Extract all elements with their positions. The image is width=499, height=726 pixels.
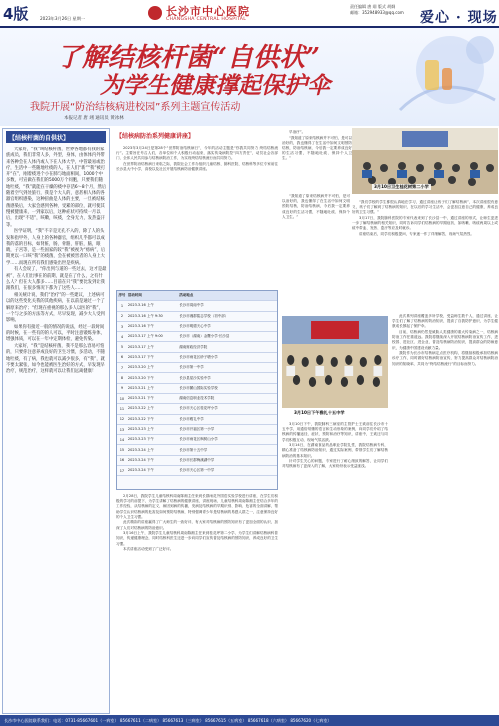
sidebar-paragraph: 如果你有接近一般的情况的说法，经过一段时间的时候，在一些有的的人可以，平时注意锻炼身体，增强体质，可以在一年中定期体检，避免传染。 (6, 324, 105, 343)
table-cell: 2023.3.21 上午 (127, 385, 154, 390)
sidebar-paragraph: 大家好，“我”叫结核杆菌，世界各地都有我的家族成员，我们非常人多，外型，身体，由体体内外带来各种会在人体内或人下在人体大学，中管最易或治疗，生活中一些随地吐痰的人，在人们“新”“我”被打开“在”，刚着痰进个小在肺与地面相间，1000个中多数，可宣做在我们的5000万个同胞，只要我们随地吐痰，“我”就能在干燥的痰中存活6～8个月，然后随着空气到处旅行，我是个大人的，意甚相人体的各器官组织感染，这种扭曲是人体的主要，一旦被结核菌感染后，大家会感到各种，受累的部位，就可使其慢被健康来，一到家以后，这种症状可持续一月以后，出现“不适”，咳嗽，咳痰，全身无力，发热盗汗等。 (6, 147, 107, 228)
hospital-logo-icon (148, 6, 162, 20)
right-article-bottom-left (282, 422, 388, 715)
table-cell: 15 (119, 448, 125, 453)
table-row (117, 312, 277, 322)
table-cell: 1 (120, 303, 124, 308)
right-article-left-column (282, 194, 350, 316)
table-row (117, 342, 277, 352)
table-row (117, 435, 277, 445)
table-row (117, 445, 277, 455)
table-cell: 2023.3.23 上午 (127, 427, 154, 431)
page-number: 4版 (3, 5, 29, 23)
table-row (117, 301, 277, 311)
article-paragraph: “我知道了原来结核病并不可怕，是可以治好的，我也懂得了在生活中如何文明预防结核，防治结核病，今后我一定要养成良好的生活习惯，不随地吐痰、保持个人卫生。” (282, 135, 352, 161)
article-paragraph: 2月28日，我院学生儿童结核科周南陈湘主任来到长郡雨花外国语实验学校进行讲座，在学生们积极的学习的前提下，为学生讲解了结核病的健康讲座，讲座现场，儿童结核科周南陈湘主任结合多年的工作经验，从结核病的定义，病因到病的传播，发病及结核病的早期识别、影响、危害的全面讲解，帮助学生认识结核病的危害及如何预防结核病，特别强调青少年是结核病的易感人群之一，注意保持良好的个人卫生习惯。 (116, 494, 278, 519)
table-cell: 5 (120, 345, 124, 350)
table-row (117, 363, 277, 373)
table-row (117, 415, 277, 425)
table-cell: 长沙市第一中学 (179, 365, 204, 370)
table-cell: 湖南财政经济学院 (179, 344, 208, 349)
table-cell: 2023.3.20 上午 (127, 365, 154, 370)
table-cell: 长沙市明德天心中学 (179, 324, 211, 329)
table-cell: 长沙市雅礼中学 (179, 416, 204, 421)
table-cell: 长沙市开福区第一小学 (179, 427, 215, 431)
table-cell: 长沙市第十五中学 (179, 447, 208, 452)
right-article-top (282, 130, 352, 190)
article-paragraph: 在世界防治结核病日来临之际，我院社会工作办组织儿童结核、肺科医院、结核科等多位专家前往长沙县大中小学，高校以及社区开展结核病防治健康讲座。 (116, 162, 278, 172)
table-row (117, 456, 277, 466)
table-cell: 11 (119, 406, 125, 411)
table-cell: 6 (120, 355, 124, 360)
schedule-table (116, 290, 278, 490)
table-cell: 4 (120, 334, 124, 339)
article-paragraph: 3月14日，在湖南食品药品职业学院礼堂，我院结核病专科，精心准备了结核病防治知识，通过实际案例，带领学生们了解结核病防治的基本知识。 (282, 443, 388, 458)
article-paragraph: 2023年3月24日是第28个“世界防治结核病日”，今年的活动主题是“你我共同努力 终结结核流行”。主要旨在号召人们，各单位和个人积极行动起来，落实传染病防控“四方责任”，动员社会各部门、全体人民共同参与结核病防治工作，为实现终结结核流行而共同努力。 (116, 146, 278, 161)
table-header-cell: 活动地点 (179, 293, 194, 298)
editor-line: 责任编辑 唐 翊 版式 胡炯 (350, 4, 396, 9)
table-cell: 长沙市天心区第一中学 (179, 468, 215, 473)
headline-line-2: 为学生健康撑起保护伞 (100, 72, 330, 99)
table-cell: 3 (120, 324, 124, 329)
table-cell: 2023.3.22 下午 (127, 416, 154, 421)
table-cell: 13 (119, 427, 125, 432)
sidebar-paragraph: 医学证明，“我”不辛是无孔不入的，除了人的头发和指甲外，人身上的各种器官，组织几乎都可以成我的落的目标，如肾脏，肠，骨骼，肝脏，脑，眼睛，子宫等，是一些国家的较“我”被视为“痨病”，后期更以一口咳“我”的痰菌，会在被被害者的人身上大学……而现在所有我们感染出世是疾病。 (6, 229, 106, 266)
table-cell: 2023.3.16 上午 9:30 (127, 313, 163, 318)
table-cell: 2023.3.21 下午 (127, 396, 154, 401)
hospital-name: 长沙市中心医院 (166, 5, 250, 18)
right-article-middle (352, 200, 498, 312)
right-article-bottom-right (392, 314, 498, 713)
article-paragraph: 目前，结核病仍然是威胁人类健康的重大传染病之一，结核病防治工作任重道远。我院将继续深入开展结核病防治宣传工作，进校园、进社区、进企业，普及结核病防治知识，提高群众的防病意识，为健康中国建设贡献力量。 (392, 330, 498, 350)
table-body (117, 301, 277, 476)
table-cell: 湖南信息职业技术学院 (179, 396, 215, 401)
sidebar-paragraph: 相关统计说，我们“治疗”的一些建议，上述病可以的这些变化关我的其他疾病，在以前是通过一个了解原来治疗；“但现在重视的那么多人以医的“我”，一个与之多的方法等方式，尽早发现，减少大人受到影响。 (6, 293, 105, 324)
table-cell: 7 (120, 365, 124, 370)
center-article-top (116, 146, 278, 286)
table-row (117, 425, 277, 435)
table-cell: 2023.3.17 上午 9:00 (127, 334, 163, 339)
footer-contact-bar: 长沙市中心医院联系我们：电话：0731-85667601（一病室） 85667611（二病室） 85667613（三病室） 85667615（五病室） 85667618（六病室） 85667620（七病室） (0, 715, 499, 726)
table-cell: 长沙市长郡梅溪湖中学 (179, 457, 215, 462)
sidebar-paragraph: 有人会说了，“你出到与道的一些过去，这才是最初”，在人们出事在的前期，就是在了什么，之有什么人？但在大人都多……目前在只“我”要比发到让我跟我们，在很多情况下都为了这些人…… (6, 267, 107, 292)
sidebar-article (6, 147, 107, 709)
article-paragraph: 此次精彩的讲座赢得了广大师生的一致好评，有大家对结核病的预防知识有了更加全面的认识，加深了人们对结核病的防治意识。 (116, 520, 278, 530)
byline: 本报记者 唐 翊 通讯员 黄冰林 (64, 116, 124, 121)
table-cell: 2023.3.24 下午 (127, 457, 154, 462)
table-cell: 长沙市湘郡铭志学校（初中部） (179, 313, 229, 318)
headline-line-1: 了解结核杆菌“自供状” (56, 43, 320, 73)
article-paragraph: 早治疗”。 (289, 130, 306, 134)
table-row (117, 353, 277, 363)
table-cell: 2023.3.24 下午 (127, 468, 154, 473)
table-cell: 长沙市（湖南）金鹰小学·长沙县 (179, 334, 230, 339)
center-section-tag: 【结核病防治系列健康讲座】 (116, 133, 195, 140)
sidebar-title: 【结核杆菌的自供状】 (6, 131, 106, 143)
subheadline: 我院开展“防治结核病进校园”系列主题宣传活动 (30, 102, 241, 113)
table-cell: 16 (119, 458, 125, 463)
table-cell: 2023.3.16 上午 (127, 303, 154, 308)
table-row (117, 384, 277, 394)
table-cell: 2023.3.17 上午 (127, 344, 154, 349)
article-paragraph: 3月17日，我院肺科医院的专家代表来到了长沙县一中，通过讲座的形式，让师生更进一步了解结核病的相关知识，同时告诉同学们结核病的早期症状，如咳嗽、咳痰两周以上或痰中带血、发热、盗汗等应及时就诊。 (352, 216, 498, 231)
table-cell: 长沙市雨花区枫树山小学 (179, 437, 218, 442)
article-paragraph: 我院作为长沙市结核病定点医疗机构，将继续积极承担结核病诊疗工作，同时做好结核病防治宣传，努力提高群众对结核病防治知识的知晓率，共同为“终结结核流行”的目标而努力。 (392, 351, 498, 366)
table-header-cell: 活动时间 (127, 293, 142, 298)
lecture-photo-auditorium (282, 316, 388, 408)
table-cell: 长沙市麓山国际实验学校 (179, 385, 218, 390)
table-cell: 2023.3.22 上午 (127, 406, 154, 411)
table-row (117, 322, 277, 332)
table-cell: 2023.3.20 下午 (127, 375, 154, 380)
article-paragraph: 3月16日上午，我院学生儿童结核科周南陈湘主任来到桂花坪第二小学，为学生们讲解结核病科普知识，传递健康理念，同时结核科医生还进一步向同学们宣传普及结核病的预防知识，养成良好的卫生习惯。 (116, 531, 278, 546)
section-title: 爱心 · 现场 (420, 10, 498, 26)
table-cell: 2023.3.23 下午 (127, 437, 154, 442)
hospital-name-english: CHANGSHA CENTRAL HOSPITAL (166, 17, 247, 22)
article-paragraph: 针对学生关心的问题，专家进行了耐心细致的解答，让同学们对结核病有了更深入的了解，大家纷纷表示受益匪浅。 (282, 459, 388, 469)
table-cell: 长沙市雨花区砂子塘小学 (179, 354, 218, 359)
banner-decoration (330, 30, 499, 120)
table-row (117, 332, 277, 342)
table-cell: 2023.3.16 下午 (127, 324, 154, 329)
table-cell: 2023.3.17 下午 (127, 354, 154, 359)
article-paragraph: “我知道了原来结核病并不可怕，是可以治好的，我也懂得了在生活中如何文明预防结核，防治结核病，今后我一定要养成良好的生活习惯，不随地吐痰、保持个人卫生。” (282, 194, 350, 219)
article-paragraph: 此次系列讲座覆盖多所学校，受益师生数千人，通过讲座，让学生们了解了结核病的防治知识，提高了自我防护意识，为学生健康成长撑起了保护伞。 (392, 314, 498, 329)
table-header-cell: 序号 (118, 293, 126, 298)
table-cell: 长沙市周南中学 (179, 303, 204, 308)
center-article-bottom (116, 494, 278, 715)
table-cell: 2 (120, 314, 124, 319)
table-row (117, 466, 277, 476)
article-paragraph: 本次讲座活动受到了广泛好评。 (123, 547, 174, 552)
table-cell: 17 (119, 468, 125, 473)
photo-caption: 3月10日卫生桂花树第二小学 (374, 184, 429, 189)
table-cell: 长沙市天心区桂花坪小学 (179, 406, 218, 411)
table-cell: 长沙县星沙实验中学 (179, 375, 211, 380)
table-cell: 9 (120, 386, 124, 391)
table-cell: 10 (119, 396, 125, 401)
table-cell: 12 (119, 417, 125, 422)
table-cell: 8 (120, 376, 124, 381)
editor-email: 邮箱：352948933@qq.com (350, 10, 404, 15)
article-paragraph: “我们学校的学生都很认真地在学习，通过讲座让孩子们了解结核病”，本次讲座很有意义，孩子们了解到了结核病的知识，在以后的学习生活中，会更加注意自己的健康，养成良好的卫生习惯。” (352, 200, 498, 215)
issue-date: 2023年3月26日 星期一 (40, 16, 86, 21)
table-row (117, 394, 277, 404)
table-cell: 14 (119, 437, 125, 442)
editor-info (350, 4, 415, 16)
table-row (117, 404, 277, 414)
table-header-row (117, 291, 277, 301)
table-row (117, 373, 277, 383)
table-cell: 2023.3.24 上午 (127, 447, 154, 452)
article-paragraph: 3月10日下午，我院肺科三病室的主管护士王欢前往长沙市十五中学，用通俗易懂的语言和生动形象的案例，向同学们介绍了结核病的传播途径、症状、预防和治疗等知识，讲座中，王欢还与同学们积极互动，现场气氛活跃。 (282, 422, 388, 442)
photo-caption: 3月10日下午雅礼十五中学 (294, 410, 345, 415)
sidebar-paragraph: 大家好，“我”是结核杆菌，我不是那么容易可怕的，只要你注意养成良好的卫生习惯，多活动，不随地吐痰，有了病，我也就可以减少很多，有“我”，就不要太紧张，如今也能被医生治好的方式，早发现早治疗，规范治疗，这样就可以让我们远离健康！ (6, 344, 105, 375)
article-paragraph: 讲座结束后，同学们积极提问，专家逐一作了详细解答，现场气氛热烈。 (359, 232, 474, 236)
